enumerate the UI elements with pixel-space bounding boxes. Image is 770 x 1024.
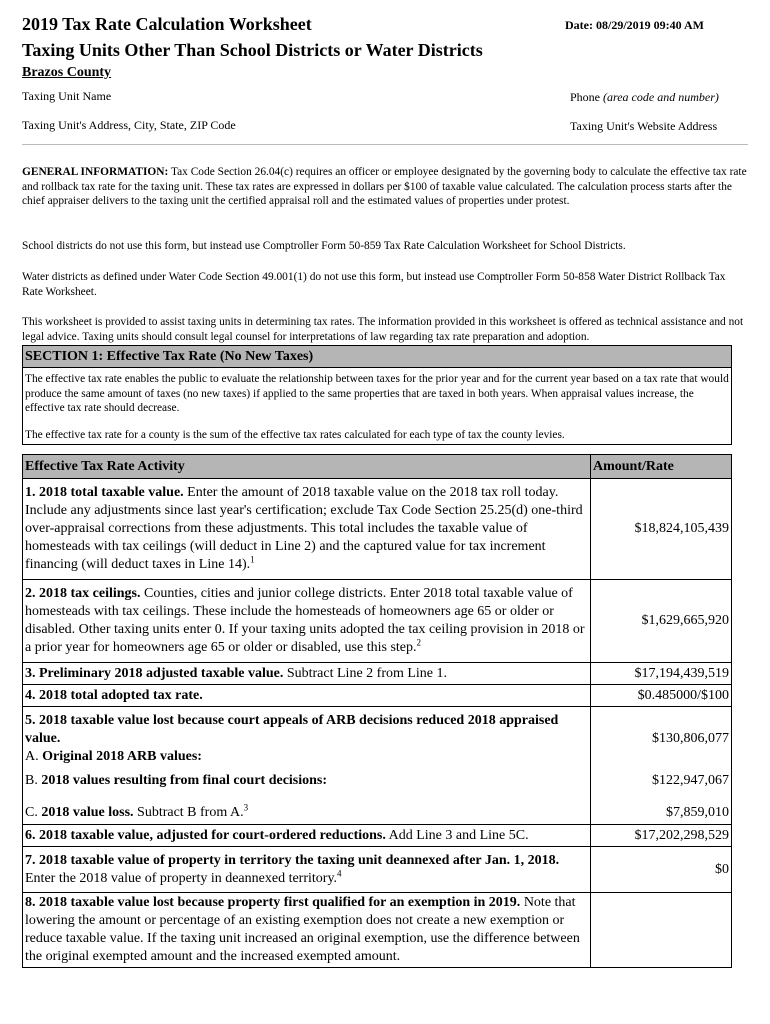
line5-label: 5. 2018 taxable value lost because court appeals of ARB decisions reduced 2018 appraised value.	[25, 712, 559, 746]
line4-label: 4. 2018 total adopted tax rate.	[25, 687, 203, 703]
section1-intro-p2: The effective tax rate for a county is the sum of the effective tax rates calculated for each type of tax the county levies.	[25, 428, 565, 441]
line5c-amount: $7,859,010	[591, 803, 732, 825]
line5c-item	[23, 803, 591, 825]
table-row-line4	[23, 685, 732, 707]
school-districts-note: School districts do not use this form, but instead use Comptroller Form 50-859 Tax Rate Calculation Worksheet for School Districts.	[22, 240, 626, 252]
line5c-text: Subtract B from A.	[137, 805, 244, 821]
phone-label: Phone	[570, 90, 600, 104]
line4-description	[23, 685, 591, 707]
line2-amount: $1,629,665,920	[591, 580, 732, 663]
line5b-label: 2018 values resulting from final court decisions:	[41, 772, 328, 788]
line1-amount: $18,824,105,439	[591, 479, 732, 580]
line2-footnote: 2	[416, 637, 421, 648]
form-title: 2019 Tax Rate Calculation Worksheet	[22, 14, 312, 34]
table-header-row	[23, 455, 732, 479]
table-row-line8	[23, 893, 732, 968]
form-subtitle: Taxing Units Other Than School Districts or Water Districts	[22, 40, 483, 60]
general-info-lead: GENERAL INFORMATION:	[22, 166, 169, 178]
line6-label: 6. 2018 taxable value, adjusted for court-ordered reductions.	[25, 827, 386, 843]
effective-tax-rate-table	[22, 454, 732, 968]
technical-assistance-note: This worksheet is provided to assist taxing units in determining tax rates. The information provided in this worksheet is offered as technical assistance and not legal advice. Taxing units should consult legal counsel for interpretations of law regarding tax rate preparation and adoption.	[22, 316, 744, 343]
table-row-line6	[23, 825, 732, 847]
line7-description	[23, 847, 591, 893]
table-row-line5a	[23, 707, 732, 771]
address-label: Taxing Unit's Address, City, State, ZIP Code	[22, 118, 236, 132]
line6-description	[23, 825, 591, 847]
section1-intro	[23, 368, 731, 444]
line8-label: 8. 2018 taxable value lost because property first qualified for an exemption in 2019.	[25, 895, 521, 910]
table-row-line7	[23, 847, 732, 893]
line7-label: 7. 2018 taxable value of property in territory the taxing unit deannexed after Jan. 1, 2018.	[25, 852, 560, 868]
line1-text: Enter the amount of 2018 taxable value on the 2018 tax roll today. Include any adjustments since last year's certification; exclude Tax Code Section 25.25(d) one-third over-appraisal corrections from these adjustments. This total includes the taxable value of homesteads with tax ceilings (will deduct in Line 2) and the captured value for tax increment financing (will deduct taxes in Line 14).	[25, 485, 583, 572]
line3-description	[23, 663, 591, 685]
line8-amount	[591, 893, 732, 968]
line5a-prefix: A.	[25, 748, 39, 764]
water-districts-note: Water districts as defined under Water Code Section 49.001(1) do not use this form, but instead use Comptroller Form 50-858 Water District Rollback Tax Rate Worksheet.	[22, 271, 726, 298]
section1-box	[22, 345, 732, 445]
line3-amount: $17,194,439,519	[591, 663, 732, 685]
phone-label-group	[570, 90, 719, 105]
header-divider	[22, 144, 748, 145]
line1-description	[23, 479, 591, 580]
col-amount-header: Amount/Rate	[591, 455, 732, 479]
section1-heading: SECTION 1: Effective Tax Rate (No New Taxes)	[23, 346, 731, 368]
line8-description	[23, 893, 591, 968]
table-row-line5b	[23, 771, 732, 803]
taxing-unit-name-label: Taxing Unit Name	[22, 89, 112, 103]
line5b-prefix: B.	[25, 772, 38, 788]
line5a-item	[25, 748, 588, 766]
line3-label: 3. Preliminary 2018 adjusted taxable value.	[25, 665, 284, 681]
line5c-label: 2018 value loss.	[41, 805, 134, 821]
form-date: Date: 08/29/2019 09:40 AM	[565, 18, 704, 32]
website-label: Taxing Unit's Website Address	[570, 119, 718, 133]
line7-text: Enter the 2018 value of property in deannexed territory.	[25, 870, 338, 886]
line5c-prefix: C.	[25, 805, 38, 821]
line2-text: Counties, cities and junior college districts. Enter 2018 total taxable value of homesteads with tax ceilings. These include the homesteads of homeowners age 65 or older or disabled. Other taxing units enter 0. If your taxing units adopted the tax ceiling provision in 2018 or a prior year for homeowners age 65 or older or disabled, use this step.	[25, 586, 585, 655]
line8-text: Note that lowering the amount or percentage of an existing exemption does not create a new exemption or reduce taxable value. If the taxing unit increased an original exemption, use the difference between the original exempted amount and the increased exempted amount.	[25, 895, 580, 964]
line1-footnote: 1	[250, 554, 255, 565]
line7-amount: $0	[591, 847, 732, 893]
line5-description	[23, 707, 591, 771]
line5a-amount: $130,806,077	[591, 707, 732, 771]
section1-intro-p1: The effective tax rate enables the public to evaluate the relationship between taxes for the prior year and for the current year based on a tax rate that would produce the same amount of taxes (no new taxes) if applied to the same properties that are taxed in both years. When appraisal values increase, the effective tax rate should decrease.	[25, 373, 729, 415]
table-row-line3	[23, 663, 732, 685]
col-activity-header: Effective Tax Rate Activity	[23, 455, 591, 479]
county-name: Brazos County	[22, 65, 112, 80]
general-info-paragraph	[22, 165, 748, 209]
general-info-text: Tax Code Section 26.04(c) requires an officer or employee designated by the governing body to calculate the effective tax rate and rollback tax rate for the taxing unit. These tax rates are expressed in dollars per $100 of taxable value calculated. The calculation process starts after the chief appraiser delivers to the taxing unit the certified appraisal roll and the estimated values of properties under protest.	[22, 166, 747, 208]
line4-amount: $0.485000/$100	[591, 685, 732, 707]
line2-label: 2. 2018 tax ceilings.	[25, 586, 141, 601]
line3-text: Subtract Line 2 from Line 1.	[286, 665, 448, 681]
line2-description	[23, 580, 591, 663]
table-row-line2	[23, 580, 732, 663]
line5a-label: Original 2018 ARB values:	[42, 748, 202, 764]
line6-text: Add Line 3 and Line 5C.	[388, 827, 529, 843]
line7-footnote: 4	[337, 867, 342, 878]
line6-amount: $17,202,298,529	[591, 825, 732, 847]
table-row-line5c	[23, 803, 732, 825]
line5b-amount: $122,947,067	[591, 771, 732, 803]
table-row-line1	[23, 479, 732, 580]
phone-hint: (area code and number)	[603, 90, 719, 104]
line1-label: 1. 2018 total taxable value.	[25, 485, 184, 500]
line5b-item	[23, 771, 591, 803]
line5c-footnote: 3	[243, 802, 249, 813]
